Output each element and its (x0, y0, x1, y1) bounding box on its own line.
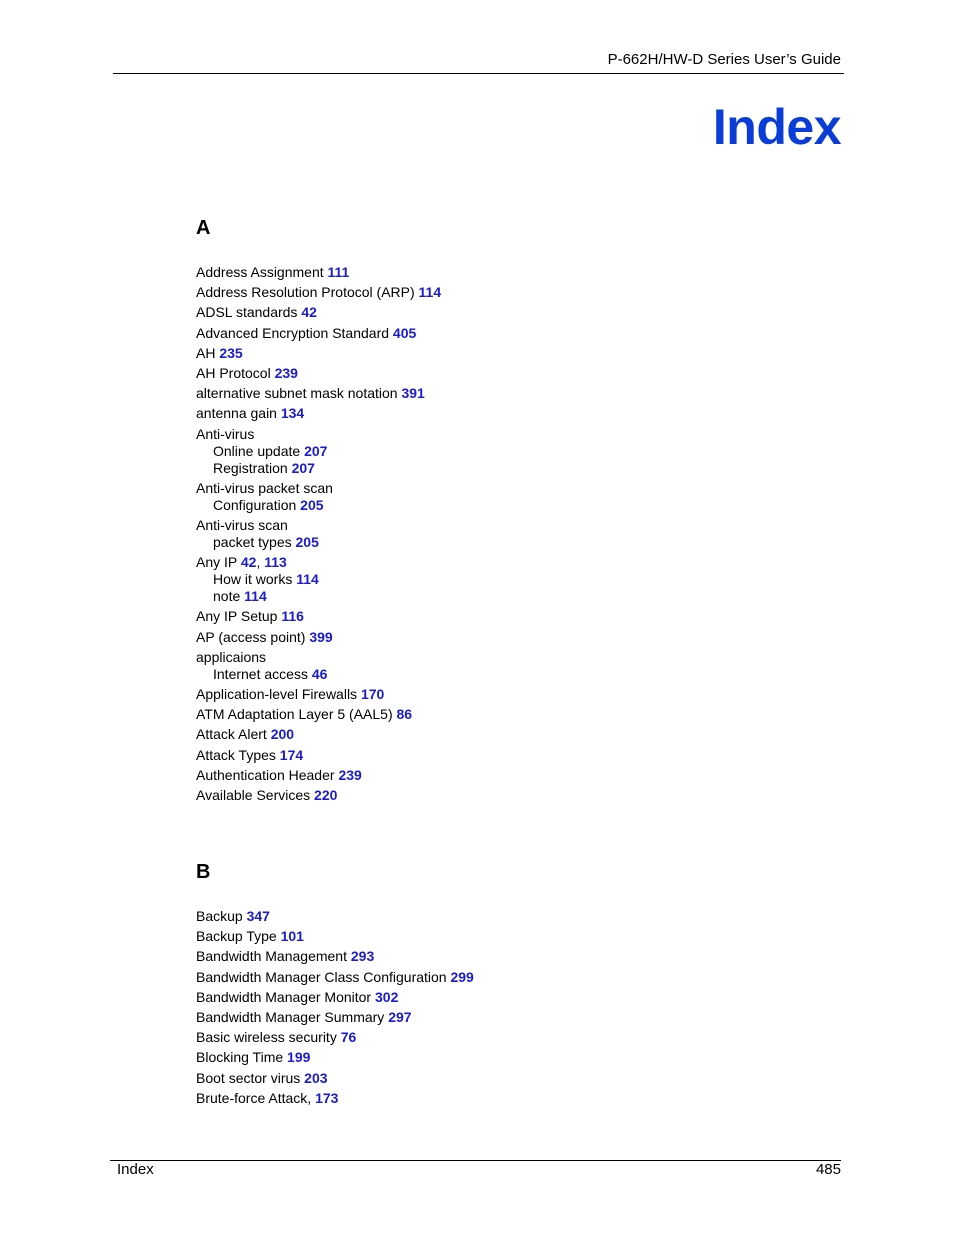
index-term: Configuration (213, 497, 297, 513)
page-link[interactable]: 297 (388, 1009, 412, 1025)
index-entry (196, 426, 254, 443)
index-subentry (213, 497, 324, 514)
index-term: Anti-virus packet scan (196, 480, 333, 496)
page-link[interactable]: 114 (244, 588, 267, 604)
page-link[interactable]: 113 (264, 554, 287, 570)
index-entry (196, 1070, 328, 1087)
index-term: How it works (213, 571, 293, 587)
index-term: Bandwidth Manager Monitor (196, 989, 372, 1005)
index-entry (196, 304, 317, 321)
page-link[interactable]: 111 (327, 264, 350, 280)
page-link[interactable]: 207 (291, 460, 315, 476)
index-entry (196, 686, 384, 703)
index-entry (196, 345, 243, 362)
index-entry (196, 608, 304, 625)
page-link[interactable]: 46 (311, 666, 328, 682)
page-link[interactable]: 173 (315, 1090, 339, 1106)
page-link[interactable]: 235 (219, 345, 243, 361)
section-letter-a: A (196, 217, 211, 239)
section-letter-b: B (196, 861, 211, 883)
page-link[interactable]: 203 (304, 1070, 328, 1086)
index-entry (196, 325, 416, 342)
index-term: Attack Alert (196, 726, 267, 742)
index-entry (196, 1029, 356, 1046)
index-subentry (213, 460, 315, 477)
index-term: Basic wireless security (196, 1029, 337, 1045)
index-entry (196, 989, 398, 1006)
index-entry (196, 365, 298, 382)
index-term: AP (access point) (196, 629, 306, 645)
index-entry (196, 385, 425, 402)
index-term: Bandwidth Management (196, 948, 347, 964)
index-term: Anti-virus scan (196, 517, 288, 533)
footer-rule (110, 1160, 841, 1161)
index-term: Application-level Firewalls (196, 686, 358, 702)
page-link[interactable]: 174 (279, 747, 304, 763)
index-term: Registration (213, 460, 288, 476)
index-entry (196, 928, 304, 945)
index-entry (196, 948, 374, 965)
index-entry (196, 1009, 412, 1026)
index-entry (196, 405, 304, 422)
index-entry (196, 747, 303, 764)
page-link[interactable]: 114 (296, 571, 319, 587)
page-link[interactable]: 134 (280, 405, 305, 421)
index-term: Address Assignment (196, 264, 324, 280)
index-entry (196, 787, 337, 804)
index-term: packet types (213, 534, 292, 550)
page-link[interactable]: 405 (392, 325, 417, 341)
index-term: Internet access (213, 666, 308, 682)
index-term: Address Resolution Protocol (ARP) (196, 284, 415, 300)
index-term: Online update (213, 443, 301, 459)
index-term: Bandwidth Manager Class Configuration (196, 969, 447, 985)
index-term: Attack Types (196, 747, 276, 763)
footer-page-number: 485 (815, 1161, 841, 1178)
index-term: ATM Adaptation Layer 5 (AAL5) (196, 706, 393, 722)
index-entry (196, 480, 333, 497)
index-term: Brute-force Attack, (196, 1090, 312, 1106)
index-entry (196, 517, 288, 534)
page-link[interactable]: 239 (274, 365, 298, 381)
page-link[interactable]: 239 (338, 767, 362, 783)
index-entry (196, 908, 270, 925)
running-header: P-662H/HW-D Series User’s Guide (607, 51, 841, 68)
index-entry: Any IP 42, 113 (196, 554, 287, 570)
index-term: Any IP (196, 554, 237, 570)
index-term: Backup (196, 908, 243, 924)
index-term: AH Protocol (196, 365, 271, 381)
page-link[interactable]: 116 (281, 608, 304, 624)
index-term: Backup Type (196, 928, 277, 944)
page-link[interactable]: 205 (295, 534, 319, 550)
page-link[interactable]: 114 (418, 284, 442, 300)
page-link[interactable]: 220 (314, 787, 338, 803)
index-term: Boot sector virus (196, 1070, 301, 1086)
index-term: note (213, 588, 241, 604)
page-link[interactable]: 302 (375, 989, 399, 1005)
page-title: Index (712, 99, 841, 155)
index-term: Bandwidth Manager Summary (196, 1009, 385, 1025)
index-entry (196, 649, 266, 666)
index-term: ADSL standards (196, 304, 298, 320)
page-link[interactable]: 293 (350, 948, 375, 964)
index-entry (196, 706, 412, 723)
page-link[interactable]: 76 (340, 1029, 357, 1045)
index-entry (196, 726, 294, 743)
page-link[interactable]: 347 (246, 908, 270, 924)
page-link[interactable]: 170 (360, 686, 385, 702)
index-entry (196, 264, 349, 281)
index-entry (196, 629, 333, 646)
page-link[interactable]: 42 (240, 554, 257, 570)
index-subentry (213, 443, 327, 460)
index-entry (196, 767, 362, 784)
index-term: Advanced Encryption Standard (196, 325, 390, 341)
index-term: antenna gain (196, 405, 277, 421)
index-entry (196, 1090, 338, 1107)
index-entry (196, 969, 474, 986)
page-link[interactable]: 101 (280, 928, 304, 944)
index-term: AH (196, 345, 216, 361)
page-link[interactable]: 399 (309, 629, 333, 645)
index-term: Anti-virus (196, 426, 255, 442)
page-link[interactable]: 199 (287, 1049, 311, 1065)
index-term: Any IP Setup (196, 608, 278, 624)
page-link[interactable]: 86 (396, 706, 413, 722)
index-term: Authentication Header (196, 767, 335, 783)
index-subentry (213, 588, 267, 605)
index-subentry (213, 571, 319, 588)
page-link[interactable]: 205 (300, 497, 324, 513)
index-entry (196, 1049, 310, 1066)
header-rule (113, 73, 844, 74)
page-link[interactable]: 42 (301, 304, 317, 320)
index-entry (196, 284, 441, 301)
page-link[interactable]: 299 (450, 969, 474, 985)
index-term: Available Services (196, 787, 311, 803)
index-subentry (213, 534, 319, 551)
footer-section-name: Index (117, 1161, 154, 1178)
index-term: Blocking Time (196, 1049, 284, 1065)
page-link[interactable]: 207 (304, 443, 328, 459)
page-link[interactable]: 200 (270, 726, 295, 742)
index-subentry (213, 666, 327, 683)
page-link[interactable]: 391 (401, 385, 425, 401)
index-term: alternative subnet mask notation (196, 385, 398, 401)
index-term: applicaions (196, 649, 267, 665)
